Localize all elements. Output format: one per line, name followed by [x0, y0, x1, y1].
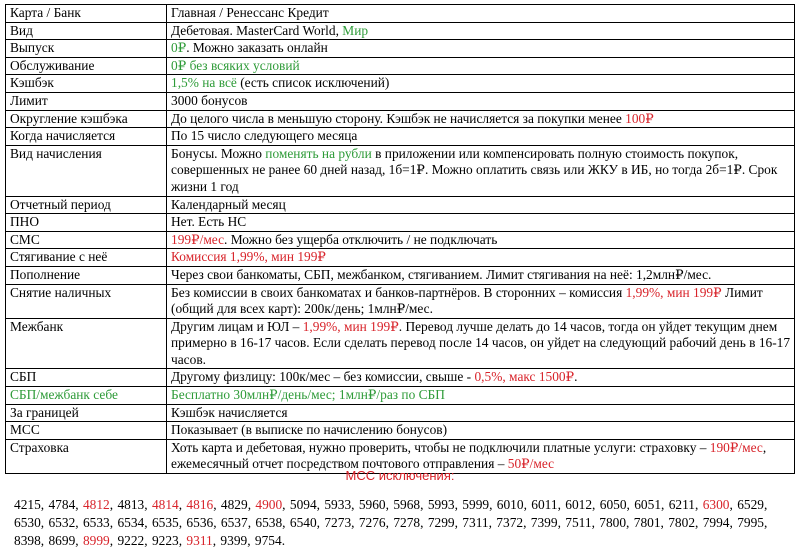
table-row — [6, 284, 795, 318]
row-value-text: . — [574, 369, 578, 385]
row-value — [167, 75, 795, 93]
mcc-code: 4900 — [255, 497, 283, 512]
row-value — [167, 196, 795, 214]
row-value-text: 0₽ — [171, 40, 187, 56]
card-info-table — [5, 4, 795, 474]
mcc-code: 6530 — [14, 515, 41, 530]
row-value-text: . Перевод лучше делать до 14 часов, тогда он уйдет текущим днем примерно в 16-17 часов. Если сделать перевод после 14 часов, он уйдет на следующий рабочий день в 16-17 часов. — [171, 318, 791, 367]
mcc-code: 7273 — [324, 515, 352, 530]
row-value — [167, 231, 795, 249]
row-value — [167, 22, 795, 40]
mcc-code: 6300 — [702, 497, 730, 512]
row-value-text: Календарный месяц — [171, 196, 286, 212]
table-row — [6, 145, 795, 196]
mcc-code: 5993 — [427, 497, 455, 512]
table-row — [6, 249, 795, 267]
row-label: За границей — [6, 404, 167, 422]
row-value-text: Лимит (общий для всех карт): 200к/день; 1млн₽/мес. — [171, 284, 763, 317]
row-value-text: поменять на рубли — [265, 145, 372, 161]
card-info-rows — [6, 5, 795, 474]
row-value-text: Комиссия 1,99%, мин 199₽ — [171, 249, 326, 265]
row-value — [167, 92, 795, 110]
row-value — [167, 422, 795, 440]
row-value-text: . Можно без ущерба отключить / не подключать — [224, 231, 498, 247]
row-value-text: Хоть карта и дебетовая, нужно проверить, чтобы не подключили платные услуги: страховку – — [171, 439, 710, 455]
mcc-code: 9311 — [186, 533, 213, 548]
mcc-code: 4215 — [14, 497, 41, 512]
mcc-code: 7278 — [393, 515, 421, 530]
row-value-text: 190₽/мес — [709, 439, 763, 455]
mcc-code: 4813 — [117, 497, 145, 512]
row-value — [167, 266, 795, 284]
table-row — [6, 40, 795, 58]
row-value-text: Без комиссии в своих банкоматах и банков-партнёров. В сторонних – комиссия — [171, 284, 626, 300]
row-value — [167, 318, 795, 369]
mcc-code: 8699 — [48, 533, 76, 548]
row-label: Когда начисляется — [6, 128, 167, 146]
row-value — [167, 249, 795, 267]
table-row — [6, 369, 795, 387]
row-label: Страховка — [6, 439, 167, 473]
table-row — [6, 404, 795, 422]
mcc-code: 6536 — [186, 515, 214, 530]
row-label: ПНО — [6, 214, 167, 232]
row-label: Отчетный период — [6, 196, 167, 214]
row-label: Вид начисления — [6, 145, 167, 196]
row-value-text: Кэшбэк начисляется — [171, 404, 288, 420]
mcc-code: 6050 — [599, 497, 627, 512]
mcc-code: 6540 — [289, 515, 317, 530]
row-value-text: , ежемесячный отчет посредством почтового отправления – — [171, 439, 767, 472]
row-label: Обслуживание — [6, 57, 167, 75]
mcc-code: 7276 — [358, 515, 386, 530]
row-value-text: 1,5% на всё — [171, 75, 237, 91]
mcc-code: 8999 — [82, 533, 110, 548]
row-value-text: 3000 бонусов — [171, 92, 248, 108]
row-value-text: Бесплатно 30млн₽/день/мес; 1млн₽/раз по СБП — [171, 387, 445, 403]
row-value-text: 1,99%, мин 199₽ — [302, 318, 399, 334]
mcc-exclusions-list: 4215, 4784, 4812, 4813, 4814, 4816, 4829, 4900, 5094, 5933, 5960, 5968, 5993, 5999, 6010, 6011, 6012, 6050, 6051, 6211, 6300, 6529, 6530, 6532, 6533, 6534, 6535, 6536, 6537, 6538, 6540, 7273, 7276, 7278, 7299, 7311, 7372, 7399, 7511, 7800, 7801, 7802, 7994, 7995, 8398, 8699, 8999, 9222, 9223, 9311, 9399, 9754. — [14, 497, 768, 548]
row-value-text: Другому физлицу: 100к/мес – без комиссии, свыше - — [171, 369, 475, 385]
mcc-code: 7801 — [633, 515, 661, 530]
mcc-code: 6538 — [255, 515, 283, 530]
row-value-text: 50₽/мес — [507, 456, 555, 472]
mcc-code: 4812 — [82, 497, 110, 512]
table-row — [6, 57, 795, 75]
row-label: Лимит — [6, 92, 167, 110]
row-value-text: Нет. Есть НС — [171, 214, 247, 230]
mcc-code: 6051 — [634, 497, 662, 512]
table-row — [6, 128, 795, 146]
row-value — [167, 110, 795, 128]
mcc-code: 6010 — [496, 497, 524, 512]
mcc-code: 5933 — [324, 497, 352, 512]
table-row — [6, 231, 795, 249]
mcc-code: 7800 — [599, 515, 627, 530]
row-value-text: 0,5%, макс 1500₽ — [474, 369, 575, 385]
row-value — [167, 128, 795, 146]
mcc-code: 6532 — [48, 515, 76, 530]
mcc-code: 6529 — [737, 497, 764, 512]
row-label: Кэшбэк — [6, 75, 167, 93]
row-value-text: 199₽/мес — [171, 231, 225, 247]
row-value-text: По 15 число следующего месяца — [171, 128, 358, 144]
table-row — [6, 318, 795, 369]
mcc-code: 7372 — [496, 515, 524, 530]
row-value-text: Главная / Ренессанс Кредит — [171, 5, 329, 20]
mcc-code: 9754 — [254, 533, 282, 548]
row-value — [167, 369, 795, 387]
row-label: Вид — [6, 22, 167, 40]
row-value-text: 0₽ без всяких условий — [171, 57, 300, 73]
row-label: Карта / Банк — [6, 5, 167, 23]
mcc-code: 6535 — [151, 515, 179, 530]
row-value-text: Дебетовая. MasterCard World, — [171, 22, 343, 38]
row-label: MCC — [6, 422, 167, 440]
row-label: СБП — [6, 369, 167, 387]
mcc-code: 6211 — [668, 497, 696, 512]
row-value — [167, 57, 795, 75]
row-value — [167, 404, 795, 422]
mcc-exclusions-title: МСС исключения: — [345, 468, 455, 483]
row-label: Снятие наличных — [6, 284, 167, 318]
row-label: СМС — [6, 231, 167, 249]
row-value-text: 100₽ — [625, 110, 654, 126]
mcc-code: 7299 — [427, 515, 455, 530]
mcc-code: 8398 — [14, 533, 41, 548]
mcc-code: 4784 — [48, 497, 76, 512]
table-row — [6, 22, 795, 40]
row-value — [167, 387, 795, 405]
row-label: Округление кэшбэка — [6, 110, 167, 128]
row-value-text: Показывает (в выписке по начислению бонусов) — [171, 422, 448, 438]
row-label: Стягивание с неё — [6, 249, 167, 267]
mcc-code: 7511 — [565, 515, 592, 530]
mcc-code: 6534 — [117, 515, 145, 530]
mcc-code: 7995 — [737, 515, 764, 530]
mcc-code: 7802 — [668, 515, 696, 530]
mcc-code: 5960 — [358, 497, 386, 512]
row-value — [167, 5, 795, 23]
row-label: Пополнение — [6, 266, 167, 284]
row-value — [167, 40, 795, 58]
row-value — [167, 214, 795, 232]
mcc-code: 6537 — [220, 515, 248, 530]
table-row — [6, 5, 795, 23]
row-label: Межбанк — [6, 318, 167, 369]
mcc-code: 9223 — [151, 533, 179, 548]
row-value-text: Бонусы. Можно — [171, 145, 266, 161]
table-row — [6, 196, 795, 214]
row-value — [167, 284, 795, 318]
table-row — [6, 266, 795, 284]
row-value-text: . Можно заказать онлайн — [186, 40, 328, 56]
mcc-code: 4816 — [186, 497, 214, 512]
mcc-code: 6533 — [82, 515, 110, 530]
mcc-code: 7399 — [530, 515, 558, 530]
table-row — [6, 92, 795, 110]
row-label: Выпуск — [6, 40, 167, 58]
mcc-code: 7311 — [462, 515, 489, 530]
mcc-code: 5094 — [289, 497, 317, 512]
row-value-text: 1,99%, мин 199₽ — [625, 284, 722, 300]
row-value-text: Мир — [342, 22, 369, 38]
table-row — [6, 110, 795, 128]
mcc-code: 4829 — [220, 497, 248, 512]
mcc-code: 6012 — [565, 497, 593, 512]
mcc-code: 7994 — [702, 515, 730, 530]
table-row — [6, 75, 795, 93]
row-value-text: До целого числа в меньшую сторону. Кэшбэк не начисляется за покупки менее — [171, 110, 626, 126]
row-value — [167, 145, 795, 196]
mcc-code: 5968 — [393, 497, 421, 512]
row-label: СБП/межбанк себе — [6, 387, 167, 405]
mcc-code: 9399 — [220, 533, 248, 548]
mcc-code: 9222 — [117, 533, 145, 548]
table-row — [6, 422, 795, 440]
mcc-code: 5999 — [462, 497, 490, 512]
row-value-text: Через свои банкоматы, СБП, межбанком, стягиванием. Лимит стягивания на неё: 1,2млн₽/мес. — [171, 266, 712, 282]
mcc-code: 4814 — [151, 497, 179, 512]
row-value-text: в приложении или компенсировать полную стоимость покупок, совершенных не ранее 60 дней назад, 1б=1₽. Можно оплатить связь или ЖКУ в ИБ, но тогда 2б=1₽. Срок жизни 1 год — [171, 145, 778, 194]
row-value-text: (есть список исключений) — [236, 75, 390, 91]
table-row — [6, 214, 795, 232]
table-row — [6, 387, 795, 405]
mcc-code: 6011 — [531, 497, 558, 512]
row-value-text: Другим лицам и ЮЛ – — [171, 318, 303, 334]
